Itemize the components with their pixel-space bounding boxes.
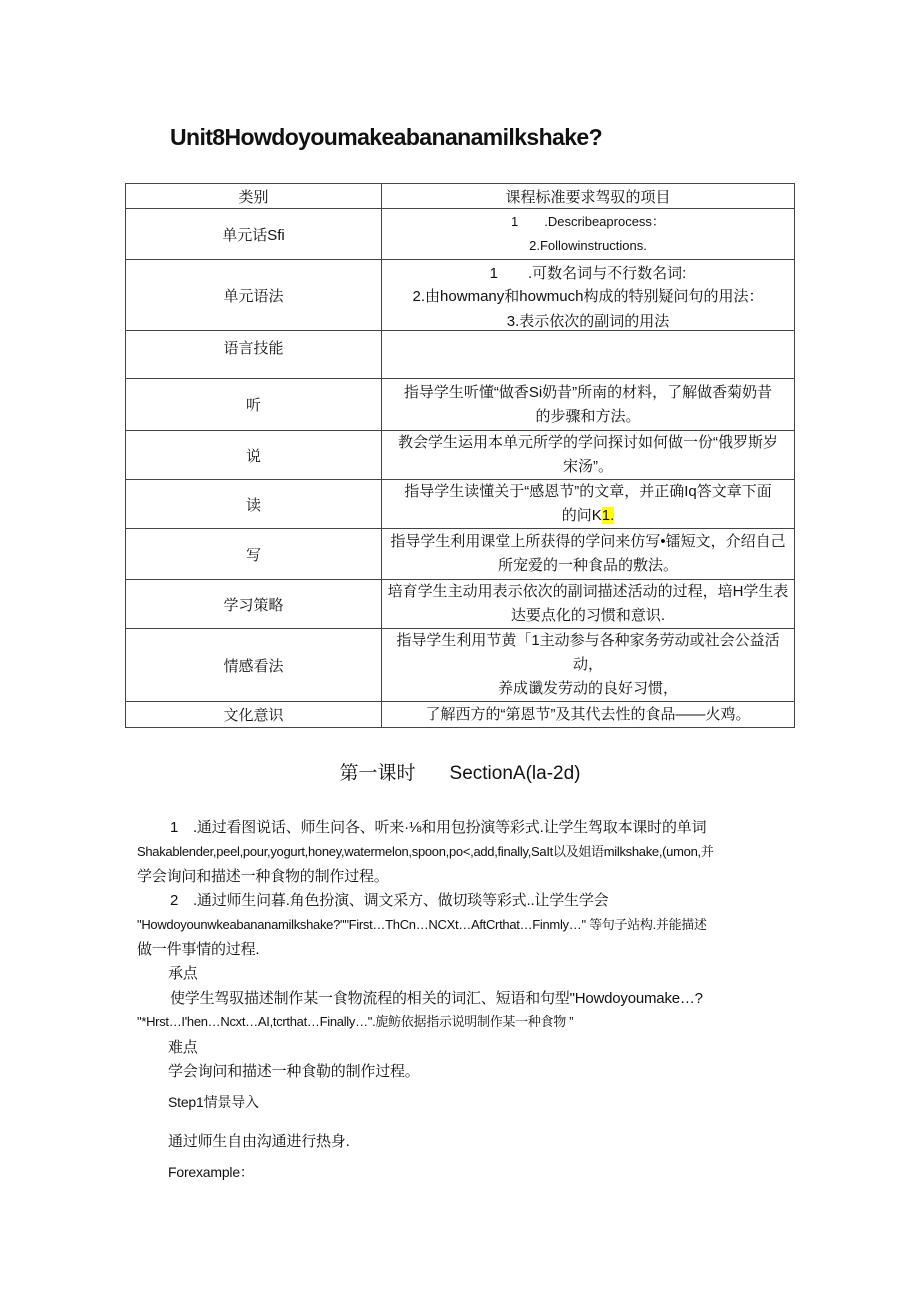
row-content — [382, 209, 795, 260]
row-content — [382, 260, 795, 331]
example-label: Forexample： — [168, 1164, 254, 1180]
table-row — [126, 529, 795, 580]
row-content-line: 2.Followinstructions. — [529, 238, 647, 253]
row-category: 学习策略 — [126, 580, 382, 629]
section-heading-en: SectionA(la-2d) — [449, 763, 581, 784]
row-content-line: 宋汤”。 — [563, 458, 613, 475]
row-content-line: 1 .Describeaprocess： — [511, 214, 665, 229]
row-category: 单元语法 — [126, 260, 382, 331]
row-content — [382, 480, 795, 529]
table-row — [126, 331, 795, 379]
row-content-empty — [382, 331, 795, 379]
step1-heading: Step1情景导入 — [168, 1094, 259, 1110]
row-content-line: 所宠爱的一种食品的敷法。 — [497, 557, 678, 574]
row-content-line: 指导学生利用课堂上所获得的学问来仿写•镭短文，介绍自己 — [390, 533, 786, 550]
table-row — [126, 209, 795, 260]
row-content — [382, 629, 795, 702]
row-category: 单元话Sfi — [126, 209, 382, 260]
step1-text: 通过师生自由沟通进行热身. — [168, 1133, 350, 1150]
section-heading-cn: 第一课时 — [339, 763, 416, 784]
row-content-line: 指导学生听懂“做香Si奶昔”所南的材料，了解做香菊奶昔 — [403, 383, 773, 401]
row-category: 读 — [126, 480, 382, 529]
row-content — [382, 702, 795, 728]
row-content — [382, 431, 795, 480]
table-row — [126, 580, 795, 629]
row-content-line — [386, 504, 790, 528]
row-content — [382, 379, 795, 431]
row-category: 语言技能 — [126, 331, 382, 379]
table-header-row — [126, 184, 795, 209]
table-row — [126, 702, 795, 728]
row-content-line: 养成谶发劳动的良好习惯， — [497, 680, 678, 697]
objective-1-line-2: Shakablender,peel,pour,yogurt,honey,watermelon,spoon,po<,add,finally,SaIt以及姐语milkshake,(umon,并 — [137, 844, 714, 859]
row-content-line-text: 的问K — [561, 507, 602, 524]
highlighted-text: 1. — [601, 507, 615, 524]
row-content — [382, 529, 795, 580]
section-heading — [0, 758, 920, 785]
difficulty-label: 难点 — [168, 1039, 198, 1056]
row-category: 写 — [126, 529, 382, 580]
row-category: 说 — [126, 431, 382, 480]
table-row — [126, 379, 795, 431]
row-content-line: 培育学生主动用表示依次的副词描述活动的过程，培H学生表 — [387, 583, 789, 600]
objective-2-line-2: "Howdoyounwkeabananamilkshake?""First…ThCn…NCXt…AftCrthat…Finmly…" 等句子站构.并能描述 — [137, 917, 707, 932]
row-content-line: 达要点化的习惯和意识. — [510, 607, 666, 624]
row-content-line: 教会学生运用本单元所学的学问探讨如何做一份“俄罗斯岁 — [398, 434, 778, 451]
key-point-line-2: "*Hrst…I'hen…Ncxt…AI,tcrthat…Finally…".旎鲂依据指示说明制作某一种食物 ” — [137, 1014, 574, 1029]
curriculum-table — [125, 183, 795, 728]
table-row — [126, 260, 795, 331]
key-point-label: 承点 — [168, 965, 198, 982]
row-category: 听 — [126, 379, 382, 431]
header-content: 课程标准要求驾驭的项目 — [382, 184, 795, 209]
table-row — [126, 629, 795, 702]
row-category: 文化意识 — [126, 702, 382, 728]
table-row — [126, 431, 795, 480]
row-content-line: 指导学生读懂关于“感恩节”的文章，并正确Iq答文章下面 — [404, 483, 772, 500]
objective-1-line-1: 1 .通过看图说话、师生问各、听来·⅛和用包扮演等彩式.让学生驾取本课时的单词 — [170, 819, 707, 836]
difficulty-line-1: 学会询问和描述一种食勒的制作过程。 — [168, 1063, 420, 1080]
objective-1-line-3: 学会询问和描述一种食物的制作过程。 — [137, 868, 389, 885]
row-content-line: 了解西方的“第恩节”及其代去性的食品——火鸡。 — [425, 705, 751, 723]
key-point-line-1: 使学生驾驭描述制作某一食物流程的相关的词汇、短语和句型"Howdoyoumake…? — [170, 990, 703, 1007]
table-row — [126, 480, 795, 529]
header-category: 类别 — [126, 184, 382, 209]
document-title: Unit8Howdoyoumakeabananamilkshake? — [170, 124, 603, 150]
objective-2-line-1: 2 .通过师生问暮.角色扮演、调文采方、做切琰等彩式..让学生学会 — [170, 892, 609, 909]
objective-2-line-3: 做一件事情的过程. — [137, 941, 260, 958]
row-content-line: 1 .可数名词与不行数名词: — [489, 265, 687, 282]
row-category: 情感看法 — [126, 629, 382, 702]
row-content-line: 指导学生利用节黄「1主动参与各种家务劳动或社会公益活动， — [396, 632, 780, 673]
row-content-line: 的步骤和方法。 — [535, 407, 641, 425]
row-content — [382, 580, 795, 629]
row-content-line: 2.由howmany和howmuch构成的特别疑问句的用法： — [412, 288, 764, 305]
row-content-line: 3.表示依次的副词的用法 — [506, 313, 670, 330]
